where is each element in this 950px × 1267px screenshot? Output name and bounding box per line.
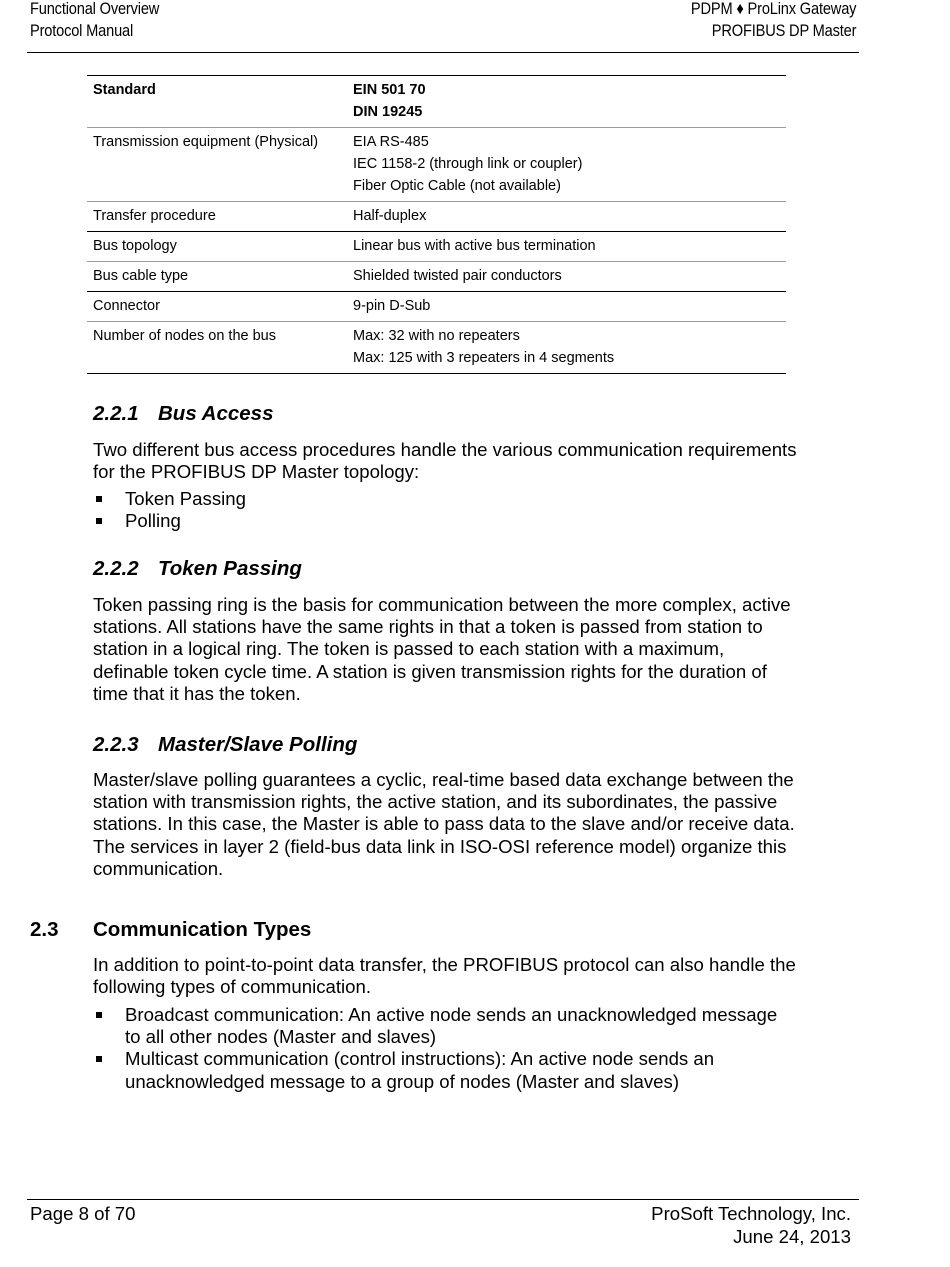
row-value: Shielded twisted pair conductors	[347, 262, 786, 292]
publish-date: June 24, 2013	[733, 1225, 851, 1247]
section-number: 2.2.2	[93, 557, 139, 580]
section-heading-master-slave-polling	[93, 733, 357, 757]
communication-types-paragraph: In addition to point-to-point data transfer, the PROFIBUS protocol can also handle the following types of communication.	[93, 954, 796, 998]
value-line: EIA RS-485	[353, 134, 429, 150]
header-left	[30, 0, 159, 42]
row-value	[347, 322, 786, 374]
list-item-text: Multicast communication (control instructions): An active node sends an unacknowledged message to a group of nodes (Master and slaves)	[125, 1048, 715, 1092]
section-title: Bus Access	[158, 402, 274, 425]
row-value: Half-duplex	[347, 202, 786, 232]
header-divider	[27, 52, 859, 53]
table-row	[87, 322, 786, 374]
value-line: DIN 19245	[353, 104, 423, 120]
row-label: Connector	[87, 292, 347, 322]
value-line: EIN 501 70	[353, 82, 426, 98]
token-passing-paragraph: Token passing ring is the basis for communication between the more complex, active stations. All stations have the same rights in that a token is passed from station to station in a logical ring. The token is passed to each station with a maximum, definable token cycle time. A station is given transmission rights for the duration of time that it has the token.	[93, 594, 791, 704]
row-value: 9-pin D-Sub	[347, 292, 786, 322]
communication-types-list	[93, 1004, 793, 1093]
list-item	[93, 510, 793, 532]
table-row	[87, 202, 786, 232]
row-label: Bus topology	[87, 232, 347, 262]
bullet-square-icon	[96, 496, 102, 502]
section-number: 2.3	[30, 918, 59, 941]
table-row	[87, 292, 786, 322]
section-title: Master/Slave Polling	[158, 733, 358, 756]
page-number: Page 8 of 70	[30, 1203, 136, 1224]
bullet-square-icon	[96, 1056, 102, 1062]
header-section-name: Functional Overview	[30, 0, 160, 18]
row-value	[347, 76, 786, 128]
bullet-square-icon	[96, 1012, 102, 1018]
section-number: 2.2.1	[93, 402, 139, 425]
row-value: Linear bus with active bus termination	[347, 232, 786, 262]
bus-access-paragraph: Two different bus access procedures handle the various communication requirements for the PROFIBUS DP Master topology:	[93, 439, 797, 483]
row-label: Transfer procedure	[87, 202, 347, 232]
row-label: Standard	[93, 82, 156, 98]
row-label: Bus cable type	[87, 262, 347, 292]
header-protocol: PROFIBUS DP Master	[711, 21, 856, 40]
section-heading-communication-types	[30, 918, 311, 942]
table-row	[87, 76, 786, 128]
row-value	[347, 128, 786, 202]
list-item	[93, 1048, 793, 1092]
bullet-square-icon	[96, 518, 102, 524]
list-item	[93, 1004, 793, 1048]
list-item-text: Broadcast communication: An active node sends an unacknowledged message to all other nodes (Master and slaves)	[125, 1004, 778, 1048]
header-right	[691, 0, 856, 42]
header-doc-type: Protocol Manual	[30, 21, 134, 40]
company-name: ProSoft Technology, Inc.	[651, 1203, 851, 1224]
table-row	[87, 232, 786, 262]
table-row	[87, 128, 786, 202]
table-row	[87, 262, 786, 292]
list-item-text: Polling	[125, 510, 181, 532]
footer-right	[651, 1203, 851, 1248]
row-label: Number of nodes on the bus	[87, 322, 347, 374]
list-item-text: Token Passing	[125, 488, 246, 509]
header-product: PDPM ♦ ProLinx Gateway	[690, 0, 856, 18]
bus-access-list	[93, 488, 793, 532]
footer-divider	[27, 1199, 859, 1200]
section-number: 2.2.3	[93, 733, 139, 756]
value-line: Fiber Optic Cable (not available)	[353, 178, 561, 194]
value-line: Max: 125 with 3 repeaters in 4 segments	[353, 350, 615, 366]
section-heading-token-passing	[93, 557, 302, 581]
master-slave-paragraph: Master/slave polling guarantees a cyclic, real-time based data exchange between the station with transmission rights, the active station, and its subordinates, the passive stations. In this case, the Master is able to pass data to the slave and/or receive data. The services in layer 2 (field-bus data link in ISO-OSI reference model) organize this communication.	[93, 769, 795, 879]
value-line: IEC 1158-2 (through link or coupler)	[353, 156, 583, 172]
list-item	[93, 488, 793, 510]
section-title: Communication Types	[93, 918, 312, 941]
row-label: Transmission equipment (Physical)	[87, 128, 347, 202]
spec-table	[87, 75, 786, 374]
section-heading-bus-access	[93, 402, 273, 426]
section-title: Token Passing	[158, 557, 302, 580]
value-line: Max: 32 with no repeaters	[353, 328, 520, 344]
